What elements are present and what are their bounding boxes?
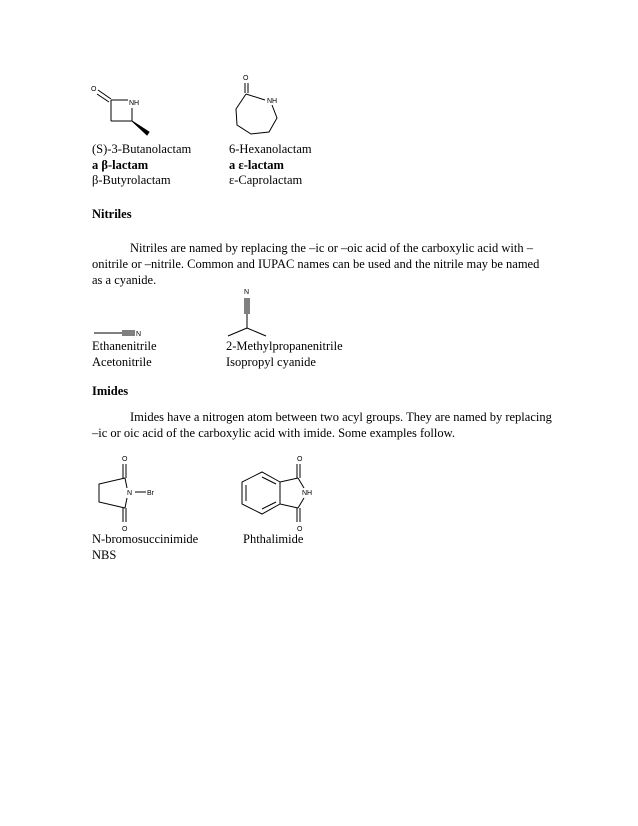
hexanolactam-name: 6-Hexanolactam [229, 142, 312, 156]
butanolactam-structure [88, 78, 158, 142]
atom-nh: NH [302, 490, 313, 497]
atom-n: N [127, 490, 133, 497]
methylpropanenitrile-common-name: Isopropyl cyanide [226, 355, 316, 369]
methylpropanenitrile-name: 2-Methylpropanenitrile [226, 339, 343, 353]
nbs-abbreviation: NBS [92, 548, 117, 562]
butanolactam-common-name: β-Butyrolactam [92, 173, 171, 187]
atom-n: N [244, 289, 250, 296]
ethanenitrile-name: Ethanenitrile [92, 339, 157, 353]
imides-paragraph-text: Imides have a nitrogen atom between two acyl groups. They are named by replacing –ic or oic acid of the carboxylic acid with imide. Some examples follow. [92, 410, 552, 440]
imides-paragraph [92, 409, 552, 441]
ethanenitrile-common-name: Acetonitrile [92, 355, 152, 369]
phthalimide-name: Phthalimide [243, 532, 304, 546]
hexanolactam-common-name: ε-Caprolactam [229, 173, 303, 187]
phthalimide-structure [232, 452, 322, 534]
atom-o-bottom: O [122, 526, 128, 533]
nitriles-paragraph-text: Nitriles are named by replacing the –ic or –oic acid of the carboxylic acid with –onitrile or –nitrile. Common and IUPAC names can be used and the nitrile may be named as a cyanide. [92, 241, 540, 287]
atom-o-bottom: O [297, 526, 303, 533]
atom-o-top: O [297, 456, 303, 463]
ethanenitrile-structure [90, 326, 150, 340]
imides-heading: Imides [92, 384, 129, 398]
atom-n: N [136, 331, 142, 338]
atom-nh: NH [267, 98, 278, 105]
hexanolactam-structure [226, 70, 296, 142]
atom-o: O [91, 86, 97, 93]
atom-br: Br [147, 490, 154, 497]
atom-o-top: O [122, 456, 128, 463]
nitriles-heading: Nitriles [92, 207, 132, 221]
nbs-structure [92, 452, 162, 534]
hexanolactam-class: a ε-lactam [229, 158, 284, 172]
methylpropanenitrile-structure [222, 284, 274, 342]
atom-nh: NH [129, 100, 140, 107]
nitriles-paragraph [92, 240, 552, 288]
atom-o: O [243, 75, 249, 82]
nbs-name: N-bromosuccinimide [92, 532, 199, 546]
butanolactam-class: a β-lactam [92, 158, 149, 172]
butanolactam-name: (S)-3-Butanolactam [92, 142, 192, 156]
